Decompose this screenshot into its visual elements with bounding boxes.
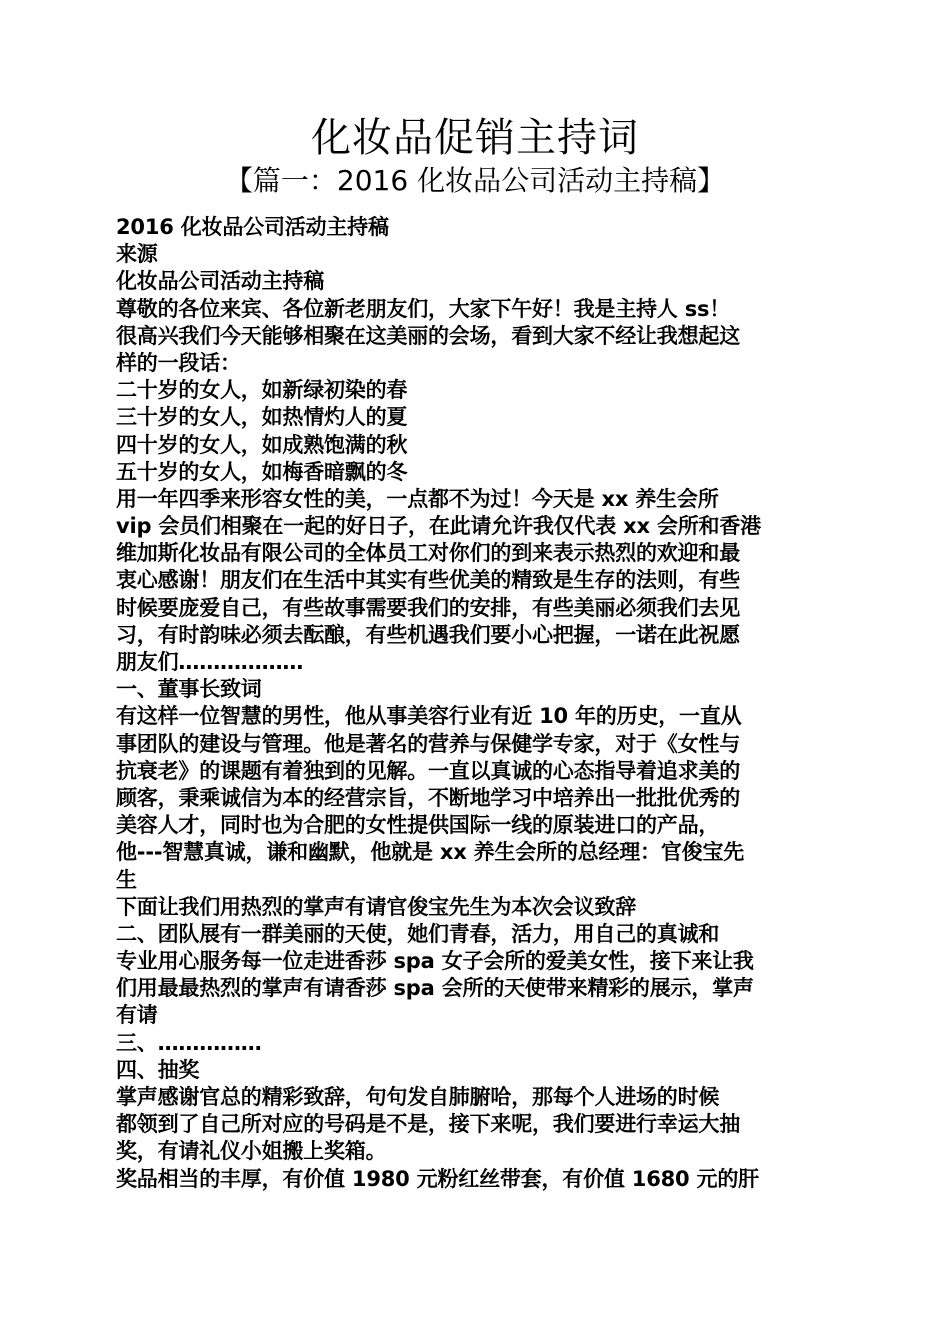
paragraph-line: 一、董事长致词	[116, 677, 262, 702]
paragraph-line: 他---智慧真诚，谦和幽默，他就是 xx 养生会所的总经理：官俊宝先	[116, 840, 745, 865]
paragraph-line: 维加斯化妆品有限公司的全体员工对你们的到来表示热烈的欢迎和最	[116, 541, 740, 566]
document-body	[116, 214, 838, 1193]
paragraph-line: 有请	[116, 1003, 158, 1028]
paragraph-line: 奖品相当的丰厚，有价值 1980 元粉红丝带套，有价值 1680 元的肝	[116, 1166, 759, 1191]
paragraph-line: 朋友们………………	[116, 650, 304, 674]
paragraph-line: 都领到了自己所对应的号码是不是，接下来呢，我们要进行幸运大抽	[116, 1112, 740, 1137]
paragraph-line: 四十岁的女人，如成熟饱满的秋	[116, 432, 408, 457]
paragraph-line: 三十岁的女人，如热情灼人的夏	[116, 405, 408, 430]
paragraph-line: 五十岁的女人，如梅香暗飘的冬	[116, 459, 408, 484]
document-title: 化妆品促销主持词	[311, 115, 639, 161]
paragraph-line: 很高兴我们今天能够相聚在这美丽的会场，看到大家不经让我想起这	[116, 323, 740, 348]
paragraph-line: 们用最最热烈的掌声有请香莎 spa 会所的天使带来精彩的展示，掌声	[116, 976, 754, 1001]
paragraph-line: 三、……………	[116, 1030, 262, 1055]
paragraph-line: 二、团队展有一群美丽的天使，她们青春，活力，用自己的真诚和	[116, 921, 720, 946]
document-subtitle: 【篇一：2016 化妆品公司活动主持稿】	[224, 164, 726, 197]
paragraph-line: 专业用心服务每一位走进香莎 spa 女子会所的爱美女性，接下来让我	[116, 949, 754, 974]
paragraph-line: 习，有时韵味必须去酝酿，有些机遇我们要小心把握，一诺在此祝愿	[116, 622, 740, 647]
paragraph-line: 来源	[116, 242, 158, 267]
paragraph-line: 2016 化妆品公司活动主持稿	[116, 215, 389, 239]
paragraph-line: 奖，有请礼仪小姐搬上奖箱。	[116, 1139, 387, 1164]
paragraph-line: 时候要庞爱自己，有些故事需要我们的安排，有些美丽必须我们去见	[116, 595, 740, 620]
paragraph-line: vip 会员们相聚在一起的好日子，在此请允许我仅代表 xx 会所和香港	[116, 514, 761, 539]
paragraph-line: 掌声感谢官总的精彩致辞，句句发自肺腑哈，那每个人进场的时候	[116, 1085, 720, 1109]
paragraph-line: 生	[116, 867, 137, 892]
paragraph-line: 抗衰老》的课题有着独到的见解。一直以真诚的心态指导着追求美的	[116, 758, 740, 783]
paragraph-line: 事团队的建设与管理。他是著名的营养与保健学专家，对于《女性与	[116, 731, 740, 756]
paragraph-line: 衷心感谢！朋友们在生活中其实有些优美的精致是生存的法则，有些	[116, 568, 740, 593]
paragraph-line: 用一年四季来形容女性的美，一点都不为过！今天是 xx 养生会所	[116, 486, 719, 511]
paragraph-line: 四、抽奖	[116, 1057, 200, 1082]
paragraph-line: 美容人才，同时也为合肥的女性提供国际一线的原装进口的产品，	[116, 813, 720, 838]
paragraph-line: 下面让我们用热烈的掌声有请官俊宝先生为本次会议致辞	[116, 894, 636, 919]
paragraph-line: 样的一段话：	[116, 350, 241, 375]
paragraph-line: 尊敬的各位来宾、各位新老朋友们，大家下午好！我是主持人 ss！	[116, 296, 731, 321]
paragraph-line: 二十岁的女人，如新绿初染的春	[116, 378, 408, 403]
paragraph-line: 有这样一位智慧的男性，他从事美容行业有近 10 年的历史，一直从	[116, 704, 742, 729]
paragraph-line: 化妆品公司活动主持稿	[116, 269, 324, 294]
paragraph-line: 顾客，秉乘诚信为本的经营宗旨，不断地学习中培养出一批批优秀的	[116, 785, 740, 810]
